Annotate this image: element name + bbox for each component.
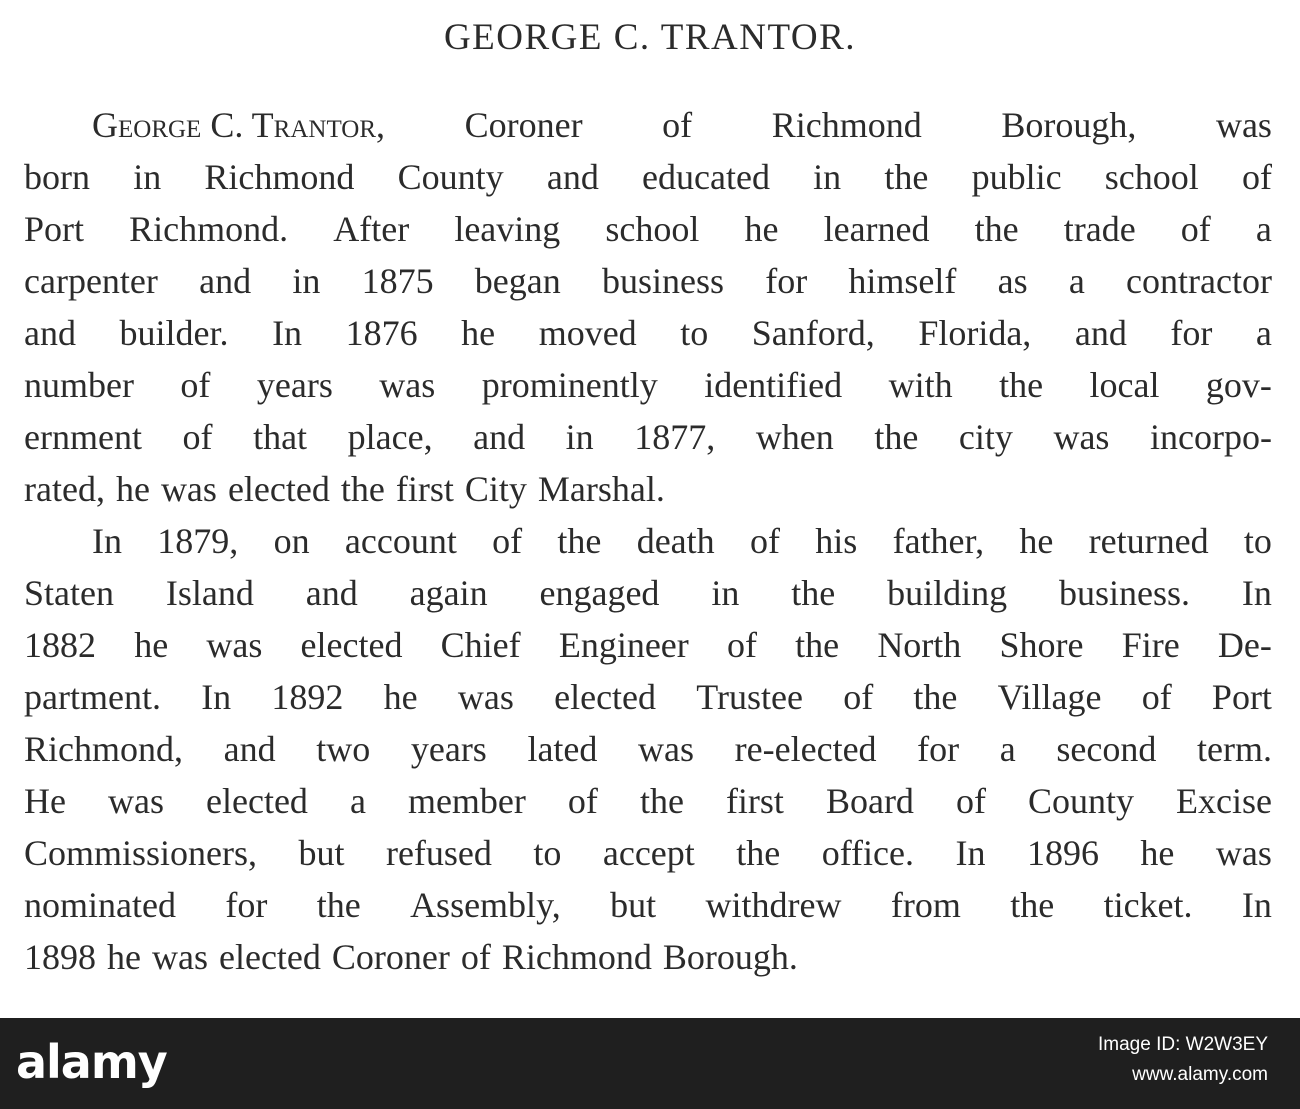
text-line: 1882 he was elected Chief Engineer of the North Shore Fire De-: [24, 625, 1272, 665]
text-line: Port Richmond. After leaving school he learned the trade of a: [24, 209, 1272, 249]
text-line: and builder. In 1876 he moved to Sanford, Florida, and for a: [24, 313, 1272, 353]
subject-name: George C. Trantor,: [92, 105, 386, 145]
text-line: rated, he was elected the first City Marshal.: [24, 469, 665, 509]
page-title: GEORGE C. TRANTOR.: [443, 17, 857, 58]
text-line: ernment of that place, and in 1877, when the city was incorpo-: [24, 417, 1272, 457]
text-line: nominated for the Assembly, but withdrew from the ticket. In: [24, 885, 1272, 925]
text-line: born in Richmond County and educated in the public school of: [24, 157, 1272, 197]
text-line: Commissioners, but refused to accept the office. In 1896 he was: [24, 833, 1272, 873]
text-line: He was elected a member of the first Board of County Excise: [24, 781, 1272, 821]
text-line: Staten Island and again engaged in the building business. In: [24, 573, 1272, 613]
biography-text: [24, 99, 1272, 983]
alamy-logo: alamy: [16, 1035, 167, 1089]
site-url: www.alamy.com: [1132, 1064, 1268, 1085]
text-line: Richmond, and two years lated was re-elected for a second term.: [24, 729, 1272, 769]
text-line: number of years was prominently identified with the local gov-: [24, 365, 1272, 405]
text-line: partment. In 1892 he was elected Trustee of the Village of Port: [24, 677, 1272, 717]
image-id-label: Image ID: W2W3EY: [1098, 1034, 1268, 1055]
watermark-bar: [0, 1018, 1300, 1109]
text-line: In 1879, on account of the death of his father, he returned to: [92, 521, 1272, 561]
text-line: carpenter and in 1875 began business for himself as a contractor: [24, 261, 1272, 301]
text-line: George C. Trantor, Coroner of Richmond Borough, was: [24, 99, 1272, 151]
text-line: 1898 he was elected Coroner of Richmond Borough.: [24, 937, 798, 977]
